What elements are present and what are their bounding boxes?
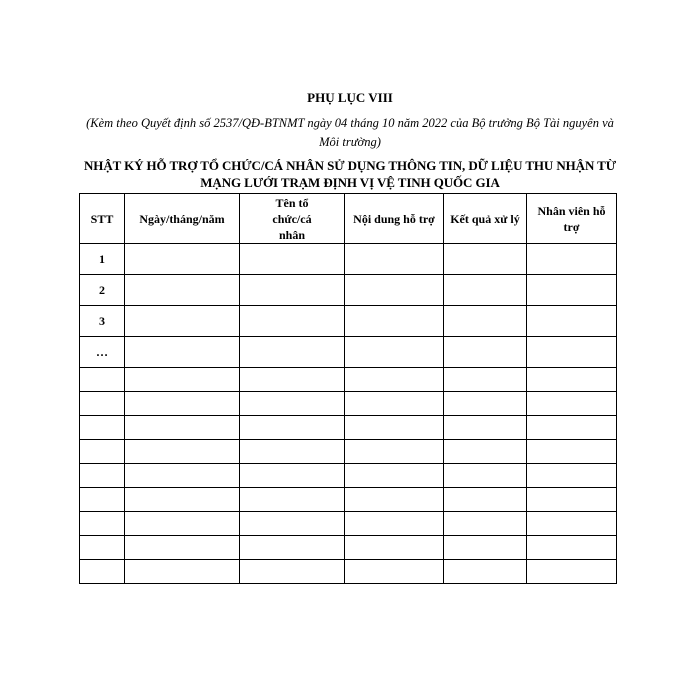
table-row [80, 275, 617, 306]
cell-support-content [345, 512, 444, 536]
row-stt [80, 560, 125, 584]
table-header-row [80, 194, 617, 244]
cell-organization [240, 368, 345, 392]
header-organization: Tên tổ chức/cá nhân [240, 194, 345, 244]
row-stt [80, 536, 125, 560]
cell-organization [240, 275, 345, 306]
table-row [80, 416, 617, 440]
header-date: Ngày/tháng/năm [125, 194, 240, 244]
row-stt: 1 [80, 244, 125, 275]
table-row [80, 368, 617, 392]
table-row [80, 512, 617, 536]
cell-staff [527, 560, 617, 584]
cell-support-content [345, 560, 444, 584]
cell-result [444, 512, 527, 536]
cell-organization [240, 464, 345, 488]
support-log-table [79, 193, 617, 584]
cell-date [125, 368, 240, 392]
cell-date [125, 512, 240, 536]
cell-date [125, 306, 240, 337]
cell-support-content [345, 275, 444, 306]
cell-result [444, 560, 527, 584]
header-result: Kết quả xử lý [444, 194, 527, 244]
row-stt: … [80, 337, 125, 368]
cell-result [444, 536, 527, 560]
cell-support-content [345, 416, 444, 440]
table-row [80, 306, 617, 337]
cell-result [444, 416, 527, 440]
row-stt [80, 464, 125, 488]
table-row [80, 392, 617, 416]
cell-staff [527, 306, 617, 337]
cell-result [444, 368, 527, 392]
cell-date [125, 464, 240, 488]
cell-result [444, 337, 527, 368]
cell-organization [240, 488, 345, 512]
cell-support-content [345, 392, 444, 416]
cell-staff [527, 368, 617, 392]
cell-staff [527, 392, 617, 416]
cell-date [125, 275, 240, 306]
table-row [80, 464, 617, 488]
cell-result [444, 464, 527, 488]
cell-support-content [345, 306, 444, 337]
cell-result [444, 275, 527, 306]
cell-result [444, 392, 527, 416]
cell-date [125, 337, 240, 368]
cell-date [125, 244, 240, 275]
cell-result [444, 440, 527, 464]
cell-organization [240, 306, 345, 337]
table-row [80, 440, 617, 464]
table-row [80, 536, 617, 560]
cell-staff [527, 440, 617, 464]
cell-organization [240, 337, 345, 368]
appendix-title: PHỤ LỤC VIII [307, 90, 393, 105]
cell-support-content [345, 488, 444, 512]
table-row [80, 244, 617, 275]
cell-date [125, 560, 240, 584]
cell-organization [240, 244, 345, 275]
cell-result [444, 306, 527, 337]
cell-staff [527, 536, 617, 560]
cell-support-content [345, 440, 444, 464]
row-stt: 2 [80, 275, 125, 306]
cell-organization [240, 416, 345, 440]
table-row [80, 488, 617, 512]
header-stt: STT [80, 194, 125, 244]
header-support-content: Nội dung hỗ trợ [345, 194, 444, 244]
cell-staff [527, 488, 617, 512]
cell-support-content [345, 368, 444, 392]
cell-staff [527, 244, 617, 275]
cell-support-content [345, 464, 444, 488]
cell-support-content [345, 337, 444, 368]
row-stt [80, 392, 125, 416]
cell-support-content [345, 536, 444, 560]
cell-result [444, 244, 527, 275]
cell-organization [240, 536, 345, 560]
cell-organization [240, 512, 345, 536]
row-stt [80, 440, 125, 464]
cell-date [125, 416, 240, 440]
row-stt: 3 [80, 306, 125, 337]
cell-staff [527, 416, 617, 440]
row-stt [80, 416, 125, 440]
cell-result [444, 488, 527, 512]
cell-date [125, 536, 240, 560]
row-stt [80, 488, 125, 512]
cell-organization [240, 392, 345, 416]
cell-date [125, 488, 240, 512]
cell-staff [527, 337, 617, 368]
table-row [80, 337, 617, 368]
cell-staff [527, 512, 617, 536]
row-stt [80, 512, 125, 536]
log-title: NHẬT KÝ HỖ TRỢ TỔ CHỨC/CÁ NHÂN SỬ DỤNG THÔNG TIN, DỮ LIỆU THU NHẬN TỪ MẠNG LƯỚI TRẠM ĐỊNH VỊ VỆ TINH QUỐC GIA [84, 158, 616, 190]
cell-organization [240, 560, 345, 584]
cell-staff [527, 464, 617, 488]
cell-date [125, 440, 240, 464]
cell-staff [527, 275, 617, 306]
cell-date [125, 392, 240, 416]
table-row [80, 560, 617, 584]
cell-organization [240, 440, 345, 464]
header-staff: Nhân viên hỗ trợ [527, 194, 617, 244]
cell-support-content [345, 244, 444, 275]
decision-note: (Kèm theo Quyết định số 2537/QĐ-BTNMT ngày 04 tháng 10 năm 2022 của Bộ trưởng Bộ Tài nguyên và Môi trường) [86, 116, 614, 149]
row-stt [80, 368, 125, 392]
